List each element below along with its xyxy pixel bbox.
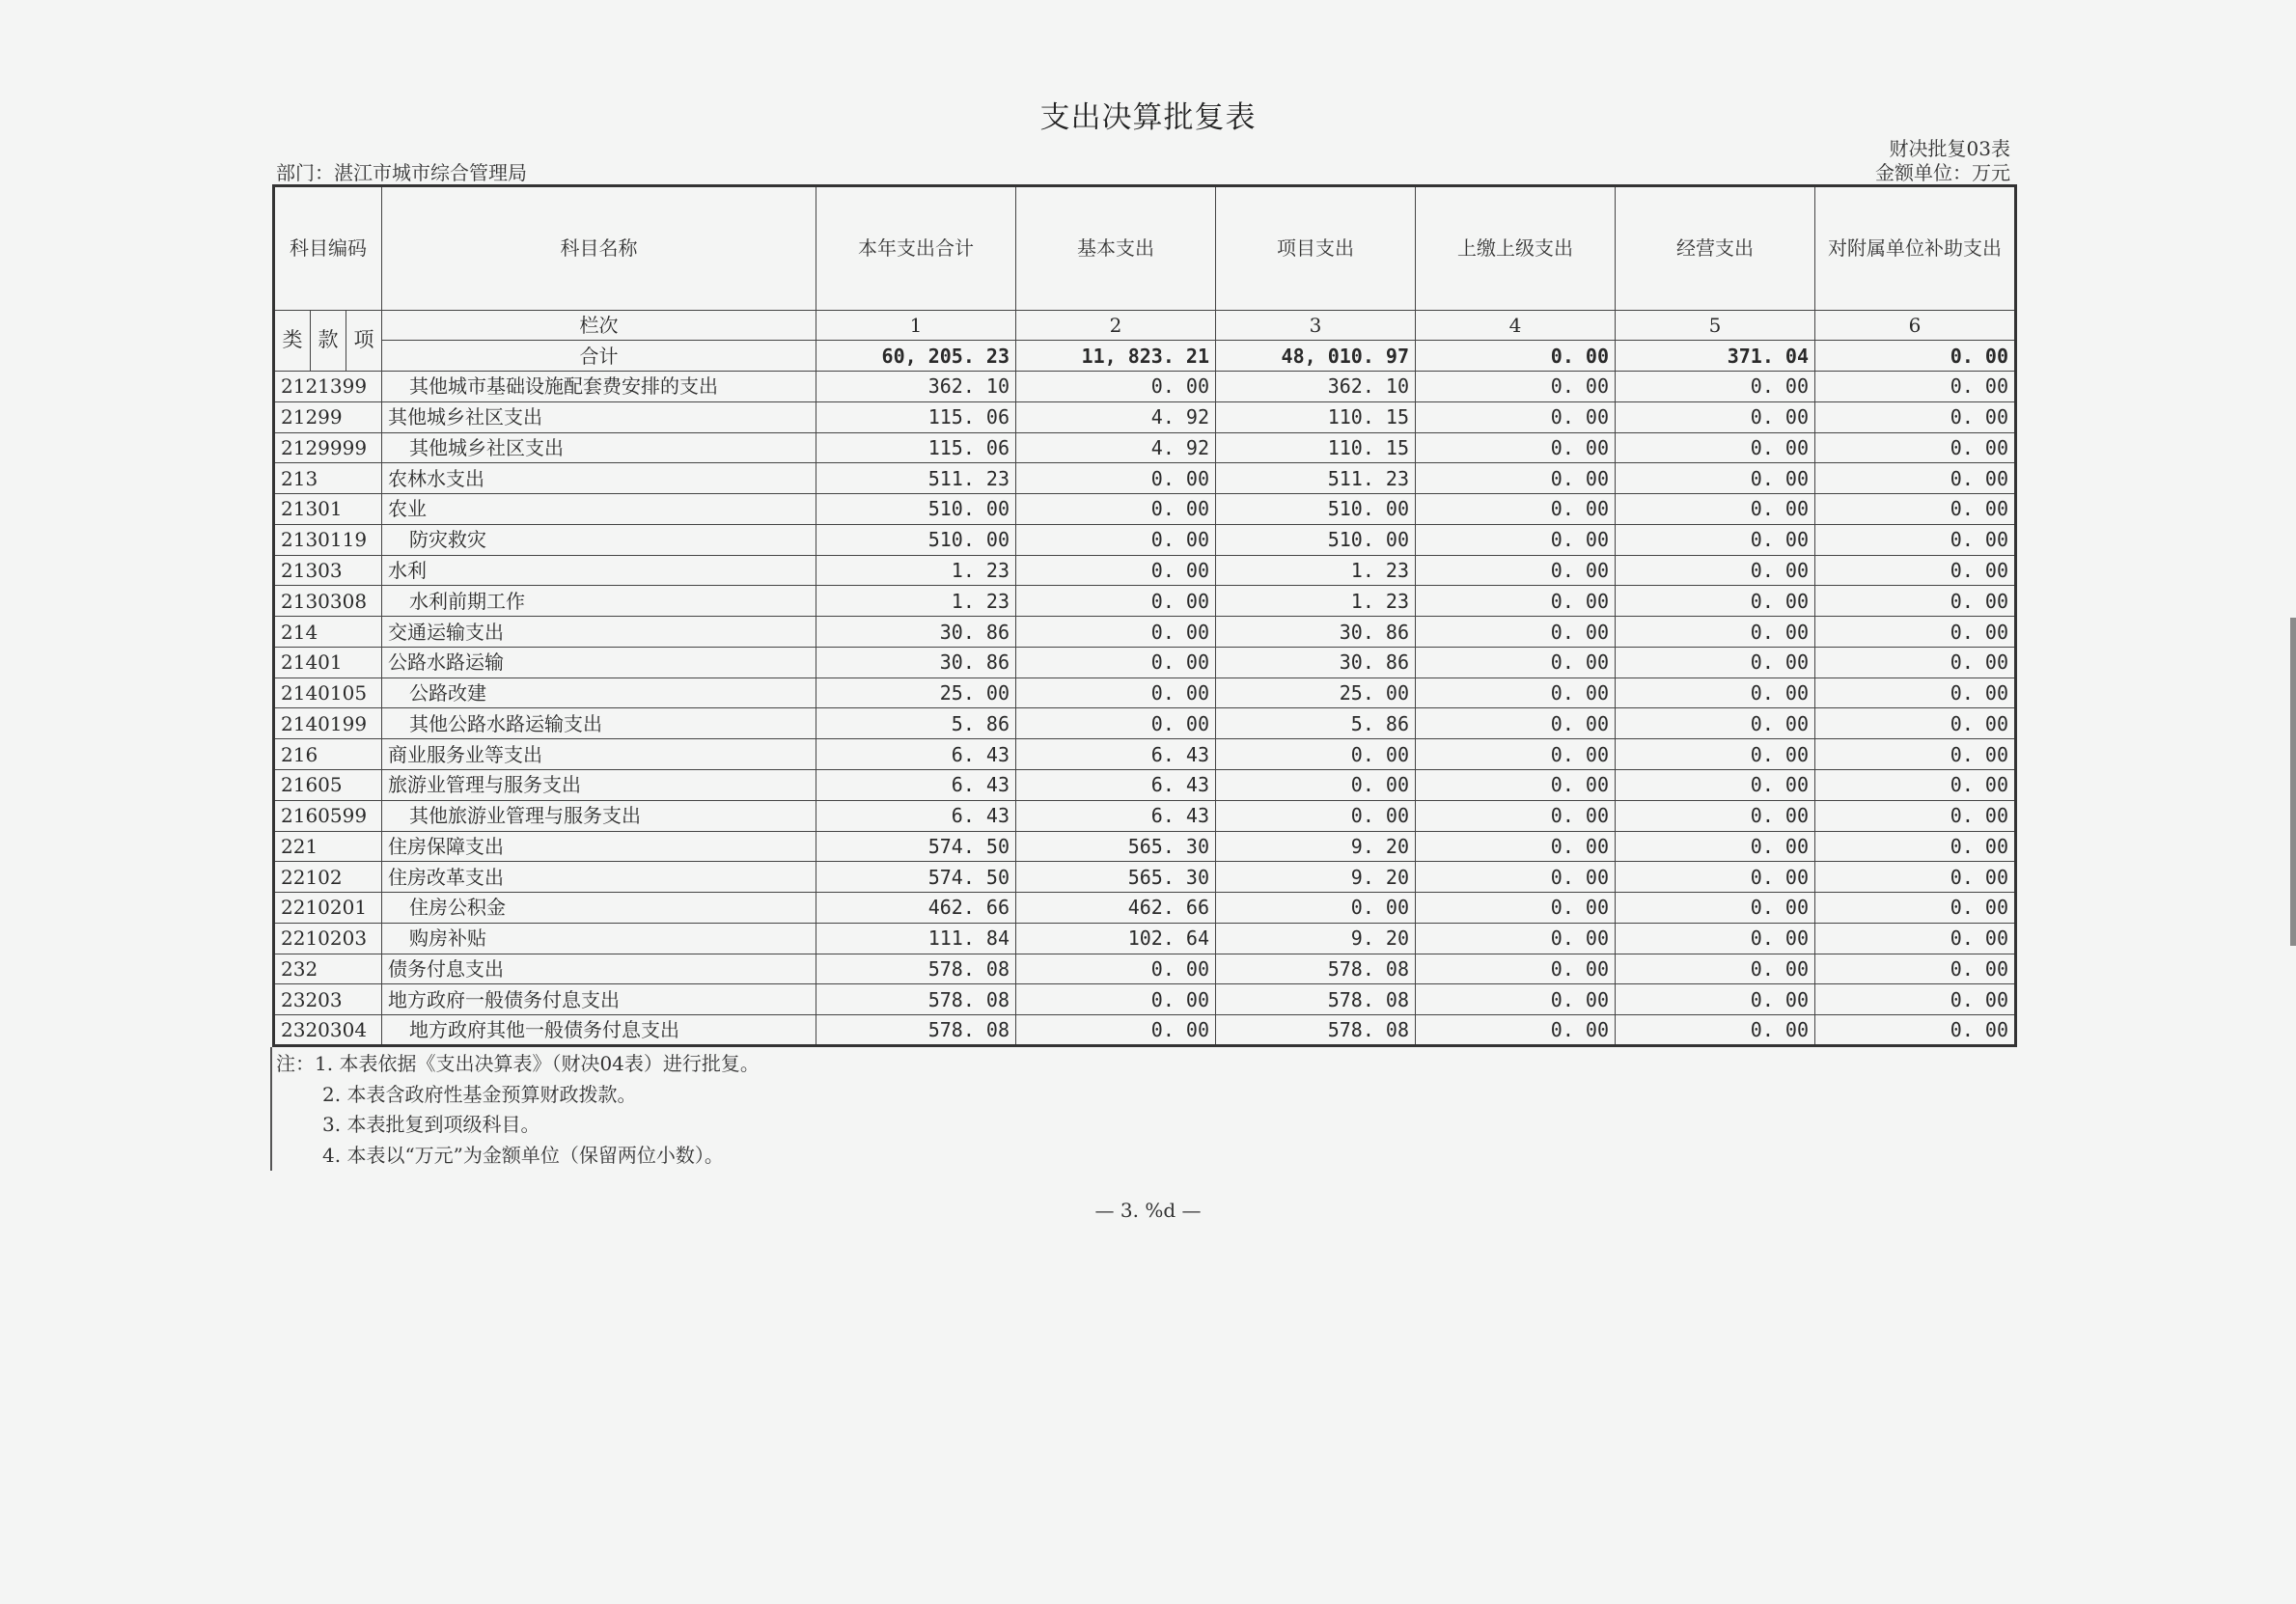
row-value: 0. 00: [1416, 432, 1616, 463]
row-name: 水利: [382, 555, 816, 586]
row-value: 1. 23: [816, 586, 1016, 617]
row-code: 2210201: [274, 893, 382, 924]
row-code: 2140105: [274, 678, 382, 708]
table-row: [274, 372, 2016, 402]
row-value: 30. 86: [1216, 617, 1416, 648]
row-value: 0. 00: [1016, 372, 1216, 402]
column-index-4: 4: [1416, 310, 1616, 341]
row-code: 2210203: [274, 923, 382, 954]
row-name: 住房公积金: [382, 893, 816, 924]
table-row: [274, 984, 2016, 1015]
table-row: [274, 463, 2016, 494]
row-code: 21303: [274, 555, 382, 586]
row-value: 0. 00: [1016, 708, 1216, 739]
row-value: 362. 10: [816, 372, 1016, 402]
row-name: 旅游业管理与服务支出: [382, 770, 816, 801]
row-name: 其他旅游业管理与服务支出: [382, 800, 816, 831]
row-value: 578. 08: [1216, 984, 1416, 1015]
row-code: 2121399: [274, 372, 382, 402]
row-value: 4. 92: [1016, 432, 1216, 463]
row-code: 216: [274, 739, 382, 770]
row-name: 地方政府一般债务付息支出: [382, 984, 816, 1015]
row-value: 362. 10: [1216, 372, 1416, 402]
row-value: 0. 00: [1815, 401, 2016, 432]
row-value: 0. 00: [1616, 800, 1815, 831]
scan-edge-mark: [2290, 618, 2296, 946]
row-value: 578. 08: [1216, 1015, 1416, 1046]
row-value: 0. 00: [1616, 862, 1815, 893]
row-value: 0. 00: [1616, 401, 1815, 432]
row-name: 公路改建: [382, 678, 816, 708]
row-value: 1. 23: [1216, 555, 1416, 586]
column-index-label: 栏次: [382, 310, 816, 341]
row-value: 6. 43: [1016, 739, 1216, 770]
row-code: 213: [274, 463, 382, 494]
row-value: 9. 20: [1216, 862, 1416, 893]
row-value: 578. 08: [1216, 954, 1416, 984]
row-value: 0. 00: [1815, 893, 2016, 924]
row-value: 0. 00: [1815, 1015, 2016, 1046]
total-label: 合计: [382, 341, 816, 372]
row-value: 0. 00: [1616, 770, 1815, 801]
col-header-basic: 基本支出: [1016, 186, 1216, 311]
row-value: 0. 00: [1416, 1015, 1616, 1046]
code-part-xiang: 项: [346, 311, 381, 371]
row-value: 0. 00: [1416, 893, 1616, 924]
row-value: 0. 00: [1815, 586, 2016, 617]
row-value: 0. 00: [1016, 524, 1216, 555]
row-name: 水利前期工作: [382, 586, 816, 617]
row-value: 0. 00: [1216, 800, 1416, 831]
row-code: 221: [274, 831, 382, 862]
left-border-line: [270, 1047, 272, 1171]
code-parts-cell: [274, 310, 382, 371]
row-value: 0. 00: [1016, 647, 1216, 678]
row-value: 0. 00: [1416, 770, 1616, 801]
row-value: 0. 00: [1815, 617, 2016, 648]
row-value: 0. 00: [1616, 555, 1815, 586]
table-row: [274, 770, 2016, 801]
row-value: 6. 43: [816, 770, 1016, 801]
row-name: 农林水支出: [382, 463, 816, 494]
row-value: 0. 00: [1815, 800, 2016, 831]
row-value: 574. 50: [816, 831, 1016, 862]
row-value: 0. 00: [1616, 432, 1815, 463]
row-value: 0. 00: [1016, 984, 1216, 1015]
row-value: 0. 00: [1815, 923, 2016, 954]
table-row: [274, 678, 2016, 708]
row-value: 0. 00: [1815, 372, 2016, 402]
row-value: 0. 00: [1016, 1015, 1216, 1046]
row-name: 购房补贴: [382, 923, 816, 954]
row-value: 0. 00: [1815, 647, 2016, 678]
row-value: 111. 84: [816, 923, 1016, 954]
row-code: 21401: [274, 647, 382, 678]
row-value: 0. 00: [1616, 678, 1815, 708]
amount-unit: 金额单位：万元: [1875, 161, 2010, 184]
row-name: 交通运输支出: [382, 617, 816, 648]
total-value: 48, 010. 97: [1216, 341, 1416, 372]
col-header-code: 科目编码: [274, 186, 382, 311]
row-value: 0. 00: [1216, 893, 1416, 924]
row-value: 0. 00: [1815, 831, 2016, 862]
row-code: 2130119: [274, 524, 382, 555]
col-header-subsidy: 对附属单位补助支出: [1815, 186, 2016, 311]
row-value: 0. 00: [1416, 586, 1616, 617]
column-index-row: [274, 310, 2016, 341]
row-value: 0. 00: [1416, 372, 1616, 402]
row-value: 0. 00: [1616, 463, 1815, 494]
row-value: 115. 06: [816, 401, 1016, 432]
row-name: 债务付息支出: [382, 954, 816, 984]
row-name: 其他城乡社区支出: [382, 401, 816, 432]
table-row: [274, 555, 2016, 586]
row-value: 0. 00: [1016, 463, 1216, 494]
row-value: 110. 15: [1216, 432, 1416, 463]
row-name: 其他城乡社区支出: [382, 432, 816, 463]
table-row: [274, 954, 2016, 984]
row-value: 0. 00: [1815, 770, 2016, 801]
row-code: 2130308: [274, 586, 382, 617]
row-name: 农业: [382, 494, 816, 525]
row-code: 214: [274, 617, 382, 648]
row-value: 0. 00: [1216, 770, 1416, 801]
row-value: 0. 00: [1815, 555, 2016, 586]
row-value: 0. 00: [1416, 617, 1616, 648]
row-value: 0. 00: [1815, 494, 2016, 525]
table-row: [274, 432, 2016, 463]
row-value: 0. 00: [1616, 708, 1815, 739]
row-value: 0. 00: [1815, 954, 2016, 984]
table-row: [274, 708, 2016, 739]
table-row: [274, 831, 2016, 862]
note-line: 2. 本表含政府性基金预算财政拨款。: [322, 1082, 637, 1106]
row-value: 0. 00: [1616, 524, 1815, 555]
row-value: 0. 00: [1016, 494, 1216, 525]
row-value: 510. 00: [1216, 524, 1416, 555]
table-row: [274, 739, 2016, 770]
row-value: 25. 00: [816, 678, 1016, 708]
expenditure-table: [272, 184, 2017, 1047]
row-name: 住房保障支出: [382, 831, 816, 862]
row-code: 232: [274, 954, 382, 984]
note-line: 3. 本表批复到项级科目。: [322, 1113, 540, 1136]
row-code: 21301: [274, 494, 382, 525]
row-value: 0. 00: [1416, 494, 1616, 525]
row-code: 22102: [274, 862, 382, 893]
column-index-5: 5: [1616, 310, 1815, 341]
row-code: 21299: [274, 401, 382, 432]
row-name: 其他公路水路运输支出: [382, 708, 816, 739]
row-code: 2129999: [274, 432, 382, 463]
code-part-lei: 类: [282, 328, 303, 352]
column-index-1: 1: [816, 310, 1016, 341]
row-value: 0. 00: [1416, 555, 1616, 586]
row-name: 商业服务业等支出: [382, 739, 816, 770]
total-value: 11, 823. 21: [1016, 341, 1216, 372]
table-row: [274, 800, 2016, 831]
row-name: 其他城市基础设施配套费安排的支出: [382, 372, 816, 402]
row-code: 21605: [274, 770, 382, 801]
page-number: — 3. %d —: [1094, 1199, 1202, 1222]
row-value: 578. 08: [816, 984, 1016, 1015]
row-code: 2320304: [274, 1015, 382, 1046]
row-name: 公路水路运输: [382, 647, 816, 678]
row-value: 510. 00: [816, 494, 1016, 525]
col-header-upper: 上缴上级支出: [1416, 186, 1616, 311]
row-value: 115. 06: [816, 432, 1016, 463]
total-row: [274, 341, 2016, 372]
row-value: 511. 23: [1216, 463, 1416, 494]
row-value: 1. 23: [1216, 586, 1416, 617]
row-value: 0. 00: [1815, 463, 2016, 494]
table-row: [274, 647, 2016, 678]
col-header-total: 本年支出合计: [816, 186, 1016, 311]
row-value: 0. 00: [1416, 800, 1616, 831]
row-value: 0. 00: [1815, 678, 2016, 708]
row-value: 6. 43: [816, 739, 1016, 770]
column-index-3: 3: [1216, 310, 1416, 341]
row-value: 0. 00: [1616, 1015, 1815, 1046]
form-code: 财决批复03表: [1889, 137, 2010, 160]
row-value: 0. 00: [1416, 954, 1616, 984]
row-value: 6. 43: [1016, 770, 1216, 801]
row-value: 0. 00: [1016, 954, 1216, 984]
row-value: 0. 00: [1216, 739, 1416, 770]
note-line: 注：1. 本表依据《支出决算表》（财决04表）进行批复。: [276, 1052, 760, 1075]
row-value: 0. 00: [1416, 647, 1616, 678]
row-value: 0. 00: [1616, 954, 1815, 984]
row-value: 565. 30: [1016, 831, 1216, 862]
row-value: 0. 00: [1416, 463, 1616, 494]
row-value: 578. 08: [816, 1015, 1016, 1046]
row-value: 6. 43: [1016, 800, 1216, 831]
table-row: [274, 617, 2016, 648]
department-label: 部门：湛江市城市综合管理局: [276, 161, 527, 184]
row-value: 110. 15: [1216, 401, 1416, 432]
row-value: 5. 86: [816, 708, 1016, 739]
note-line: 4. 本表以“万元”为金额单位（保留两位小数）。: [322, 1143, 724, 1167]
row-value: 0. 00: [1616, 372, 1815, 402]
row-value: 462. 66: [816, 893, 1016, 924]
row-value: 578. 08: [816, 954, 1016, 984]
column-index-6: 6: [1815, 310, 2016, 341]
row-value: 0. 00: [1416, 831, 1616, 862]
total-value: 371. 04: [1616, 341, 1815, 372]
total-value: 0. 00: [1815, 341, 2016, 372]
row-value: 0. 00: [1616, 739, 1815, 770]
table-row: [274, 586, 2016, 617]
row-value: 0. 00: [1416, 739, 1616, 770]
row-code: 23203: [274, 984, 382, 1015]
row-value: 0. 00: [1815, 524, 2016, 555]
col-header-name: 科目名称: [382, 186, 816, 311]
row-value: 25. 00: [1216, 678, 1416, 708]
row-value: 510. 00: [816, 524, 1016, 555]
row-value: 0. 00: [1616, 647, 1815, 678]
row-value: 0. 00: [1016, 678, 1216, 708]
row-value: 30. 86: [1216, 647, 1416, 678]
column-index-2: 2: [1016, 310, 1216, 341]
row-value: 0. 00: [1016, 555, 1216, 586]
row-value: 0. 00: [1815, 862, 2016, 893]
code-part-kuan: 款: [310, 311, 346, 371]
row-value: 0. 00: [1815, 432, 2016, 463]
row-value: 30. 86: [816, 647, 1016, 678]
row-value: 30. 86: [816, 617, 1016, 648]
table-row: [274, 893, 2016, 924]
row-value: 0. 00: [1616, 494, 1815, 525]
row-value: 0. 00: [1416, 678, 1616, 708]
row-value: 6. 43: [816, 800, 1016, 831]
row-value: 0. 00: [1416, 401, 1616, 432]
row-value: 0. 00: [1616, 893, 1815, 924]
table-row: [274, 401, 2016, 432]
row-value: 0. 00: [1416, 862, 1616, 893]
row-name: 地方政府其他一般债务付息支出: [382, 1015, 816, 1046]
row-value: 0. 00: [1616, 923, 1815, 954]
row-value: 574. 50: [816, 862, 1016, 893]
row-value: 0. 00: [1016, 586, 1216, 617]
row-value: 5. 86: [1216, 708, 1416, 739]
row-value: 462. 66: [1016, 893, 1216, 924]
row-value: 0. 00: [1616, 586, 1815, 617]
table-row: [274, 923, 2016, 954]
row-name: 防灾救灾: [382, 524, 816, 555]
row-value: 1. 23: [816, 555, 1016, 586]
header-row: [274, 186, 2016, 311]
page-title: 支出决算批复表: [1039, 100, 1257, 135]
row-value: 102. 64: [1016, 923, 1216, 954]
total-value: 0. 00: [1416, 341, 1616, 372]
row-value: 0. 00: [1815, 984, 2016, 1015]
row-value: 0. 00: [1416, 923, 1616, 954]
row-value: 0. 00: [1815, 739, 2016, 770]
notes: [276, 1049, 760, 1171]
row-value: 9. 20: [1216, 831, 1416, 862]
row-code: 2160599: [274, 800, 382, 831]
total-value: 60, 205. 23: [816, 341, 1016, 372]
col-header-business: 经营支出: [1616, 186, 1815, 311]
row-value: 0. 00: [1016, 617, 1216, 648]
row-code: 2140199: [274, 708, 382, 739]
row-value: 0. 00: [1616, 984, 1815, 1015]
row-value: 510. 00: [1216, 494, 1416, 525]
row-value: 0. 00: [1815, 708, 2016, 739]
row-value: 0. 00: [1416, 984, 1616, 1015]
row-value: 0. 00: [1416, 708, 1616, 739]
row-name: 住房改革支出: [382, 862, 816, 893]
row-value: 0. 00: [1616, 617, 1815, 648]
row-value: 0. 00: [1416, 524, 1616, 555]
table-row: [274, 494, 2016, 525]
row-value: 9. 20: [1216, 923, 1416, 954]
col-header-project: 项目支出: [1216, 186, 1416, 311]
row-value: 511. 23: [816, 463, 1016, 494]
row-value: 565. 30: [1016, 862, 1216, 893]
table-row: [274, 1015, 2016, 1046]
row-value: 4. 92: [1016, 401, 1216, 432]
row-value: 0. 00: [1616, 831, 1815, 862]
table-row: [274, 524, 2016, 555]
table-row: [274, 862, 2016, 893]
